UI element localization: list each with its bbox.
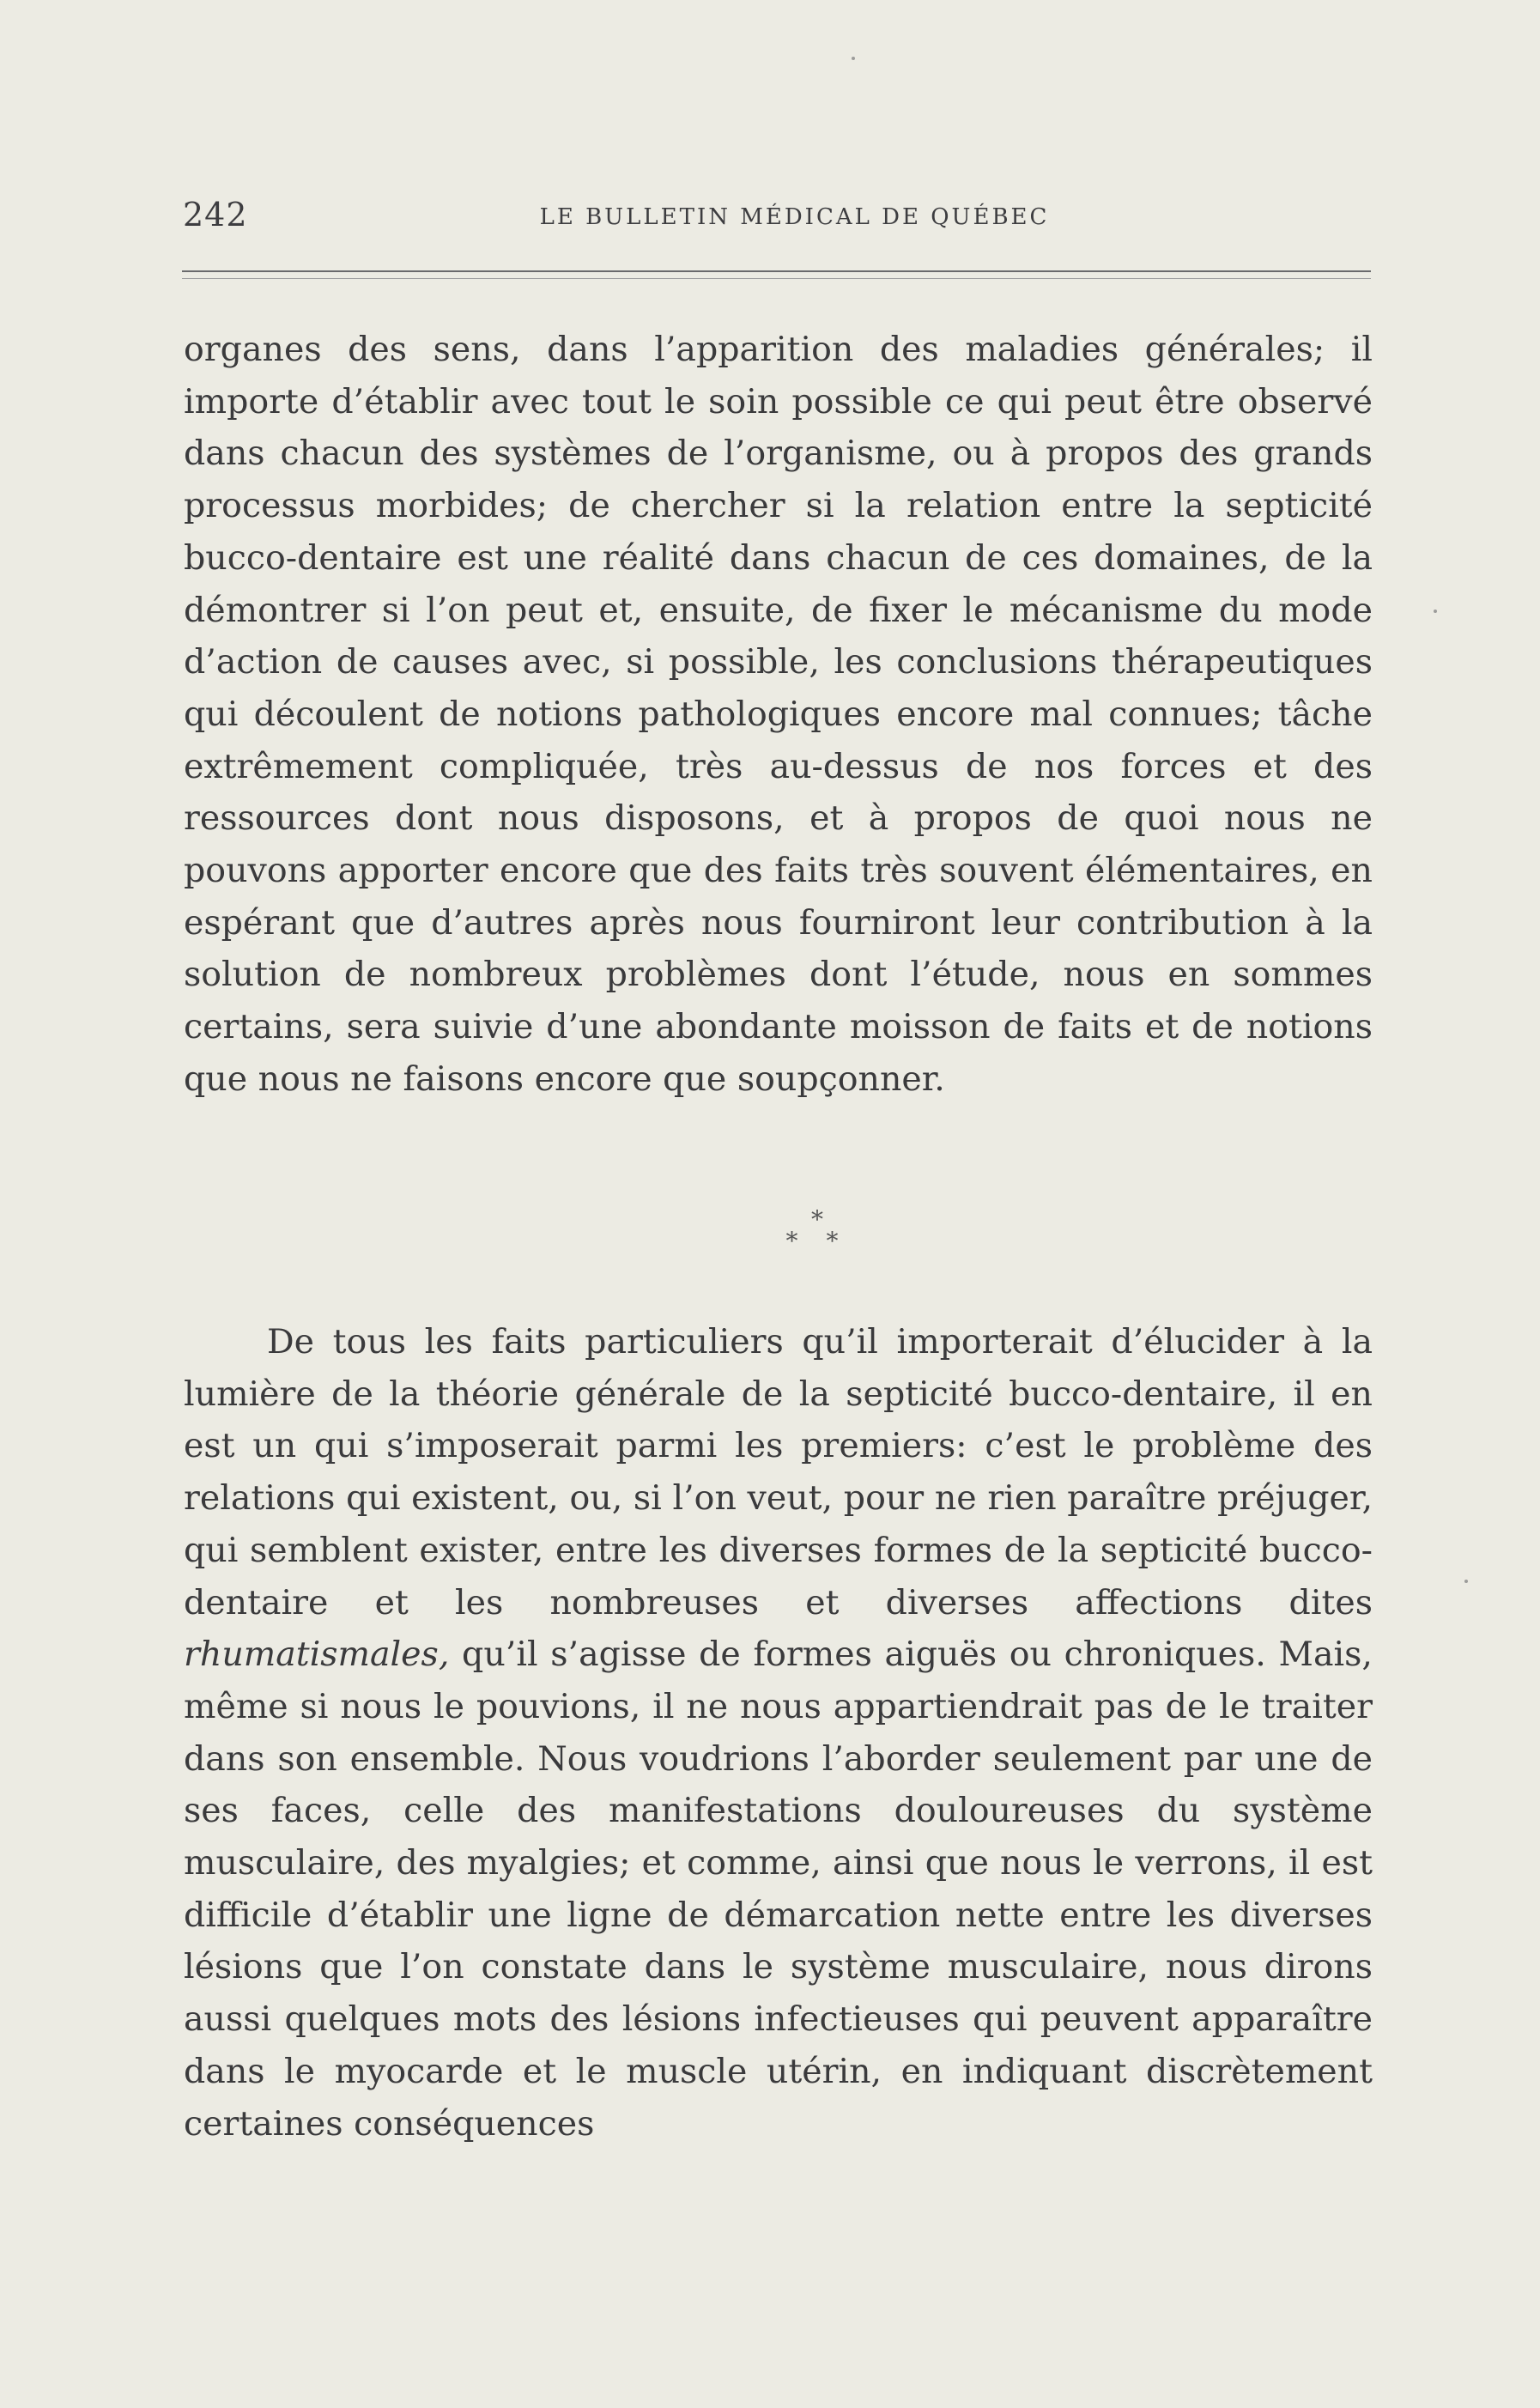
paragraph-text-start: De tous les faits particuliers qu’il importerait d’élucider à la lumière de la théorie générale de la septicité bucco-dentaire, il en est un qui s’imposerait parmi les premiers: c’est le problème des relations qui existent, ou, si l’on veut, pour ne rien paraître préjuger, qui semblent exister, entre les diverses formes de la septicité bucco-dentaire et les nombreuses et diverses affections dites: [184, 1322, 1373, 1623]
asterism-bottom: * *: [785, 1227, 849, 1255]
paragraph-2: [184, 1316, 1373, 2150]
journal-title: LE BULLETIN MÉDICAL DE QUÉBEC: [539, 204, 1050, 230]
asterism-top: *: [811, 1205, 823, 1234]
section-break-asterism: [0, 1205, 1540, 1255]
running-head: [183, 196, 1372, 239]
paper-speck: [1464, 1580, 1468, 1583]
paper-speck: [1434, 610, 1437, 613]
paragraph-text: [184, 1316, 1373, 2150]
paragraph-text: organes des sens, dans l’apparition des maladies générales; il importe d’établir avec tout le soin possible ce qui peut être observé dans chacun des systèmes de l’organisme, ou à propos des grands processus morbides; de chercher si la relation entre la septicité bucco-dentaire est une réalité dans chacun de ces domaines, de la démontrer si l’on peut et, ensuite, de fixer le mécanisme du mode d’action de causes avec, si possible, les conclusions thérapeutiques qui découlent de notions pathologiques encore mal connues; tâche extrêmement compliquée, très au-dessus de nos forces et des ressources dont nous disposons, et à propos de quoi nous ne pouvons apporter encore que des faits très souvent élémentaires, en espérant que d’autres après nous fourniront leur contribution à la solution de nombreux problèmes dont l’étude, nous en sommes certains, sera suivie d’une abondante moisson de faits et de notions que nous ne faisons encore que soupçonner.: [184, 330, 1373, 1099]
paragraph-text-end: qu’il s’agisse de formes aiguës ou chroniques. Mais, même si nous le pouvions, il ne nous appartiendrait pas de le traiter dans son ensemble. Nous voudrions l’aborder seulement par une de ses faces, celle des manifestations douloureuses du système musculaire, des myalgies; et comme, ainsi que nous le verrons, il est difficile d’établir une ligne de démarcation nette entre les diverses lésions que l’on constate dans le système musculaire, nous dirons aussi quelques mots des lésions infectieuses qui peuvent apparaître dans le myocarde et le muscle utérin, en indiquant discrètement certaines conséquences: [184, 1635, 1373, 2144]
paragraph-1: [184, 324, 1373, 1106]
paper-speck: [852, 57, 855, 60]
header-rule: [182, 270, 1371, 272]
header-rule-thin: [182, 278, 1371, 279]
page-number: 242: [183, 196, 248, 234]
italic-term: rhumatismales,: [184, 1635, 450, 1675]
